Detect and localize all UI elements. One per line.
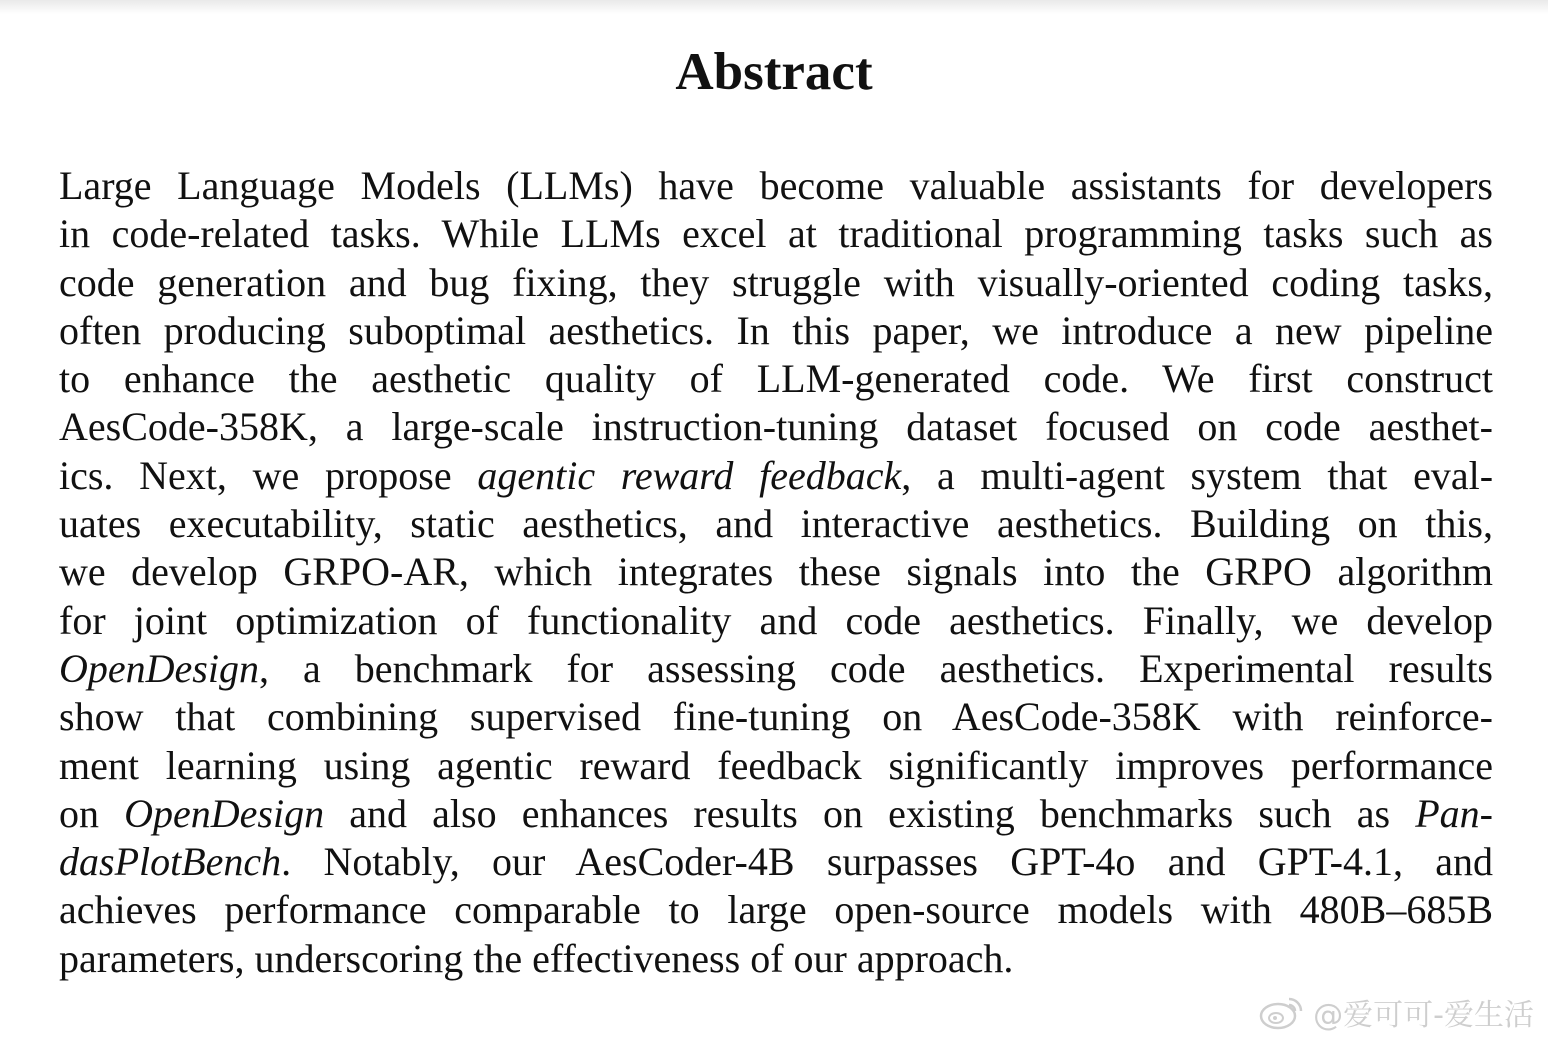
- text-run: show that combining supervised fine-tuning on AesCode-358K with reinforce-: [59, 694, 1493, 740]
- text-run: code generation and bug fixing, they struggle with visually-oriented coding tasks,: [59, 259, 1493, 305]
- text-run: AesCode-358K, a large-scale instruction-tuning dataset focused on code aesthet-: [59, 404, 1493, 450]
- text-run: ment learning using agentic reward feedback significantly improves performance: [59, 742, 1493, 788]
- italic-term: OpenDesign: [59, 645, 259, 691]
- text-run: and also enhances results on existing benchmarks such as: [324, 790, 1416, 836]
- watermark-text: @爱可可-爱生活: [1313, 998, 1534, 1033]
- abstract-line: [59, 162, 1493, 210]
- abstract-line: [59, 645, 1493, 693]
- abstract-line: [59, 935, 1493, 983]
- text-run: , a multi-agent system that eval-: [901, 452, 1494, 498]
- abstract-line: [59, 886, 1493, 934]
- text-run: for joint optimization of functionality and code aesthetics. Finally, we develop: [59, 597, 1493, 643]
- abstract-line: [59, 693, 1493, 741]
- abstract-line: [59, 452, 1493, 500]
- italic-term: agentic reward feedback: [477, 452, 902, 498]
- text-run: often producing suboptimal aesthetics. In this paper, we introduce a new pipeline: [59, 307, 1493, 353]
- text-run: on: [59, 790, 125, 836]
- italic-term: Pan-: [1415, 790, 1494, 836]
- abstract-line: [59, 307, 1493, 355]
- text-run: . Notably, our AesCoder-4B surpasses GPT-4o and GPT-4.1, and: [281, 839, 1493, 885]
- text-run: to enhance the aesthetic quality of LLM-generated code. We first construct: [59, 356, 1493, 402]
- abstract-line: [59, 210, 1493, 258]
- abstract-line: [59, 403, 1493, 451]
- abstract-line: [59, 597, 1493, 645]
- top-shadow: [0, 0, 1548, 14]
- text-run: uates executability, static aesthetics, and interactive aesthetics. Building on this,: [59, 501, 1493, 547]
- abstract-line: [59, 355, 1493, 403]
- text-run: we develop GRPO-AR, which integrates these signals into the GRPO algorithm: [59, 549, 1493, 595]
- text-run: parameters, underscoring the effectiveness of our approach.: [59, 935, 1014, 981]
- watermark: [1259, 992, 1534, 1032]
- text-run: in code-related tasks. While LLMs excel at traditional programming tasks such as: [59, 211, 1493, 257]
- text-run: Large Language Models (LLMs) have become valuable assistants for developers: [59, 163, 1493, 208]
- weibo-icon: [1259, 994, 1305, 1030]
- abstract-line: [59, 790, 1493, 838]
- italic-term: dasPlotBench: [59, 839, 282, 885]
- italic-term: OpenDesign: [124, 790, 325, 836]
- abstract-line: [59, 259, 1493, 307]
- abstract-line: [59, 548, 1493, 596]
- text-run: , a benchmark for assessing code aesthetics. Experimental results: [258, 645, 1493, 691]
- abstract-line: [59, 500, 1493, 548]
- text-run: achieves performance comparable to large open-source models with 480B–685B: [59, 887, 1493, 933]
- abstract-line: [59, 742, 1493, 790]
- abstract-body: [59, 162, 1493, 983]
- text-run: ics. Next, we propose: [59, 452, 478, 498]
- abstract-line: [59, 838, 1493, 886]
- abstract-title: Abstract: [675, 43, 873, 101]
